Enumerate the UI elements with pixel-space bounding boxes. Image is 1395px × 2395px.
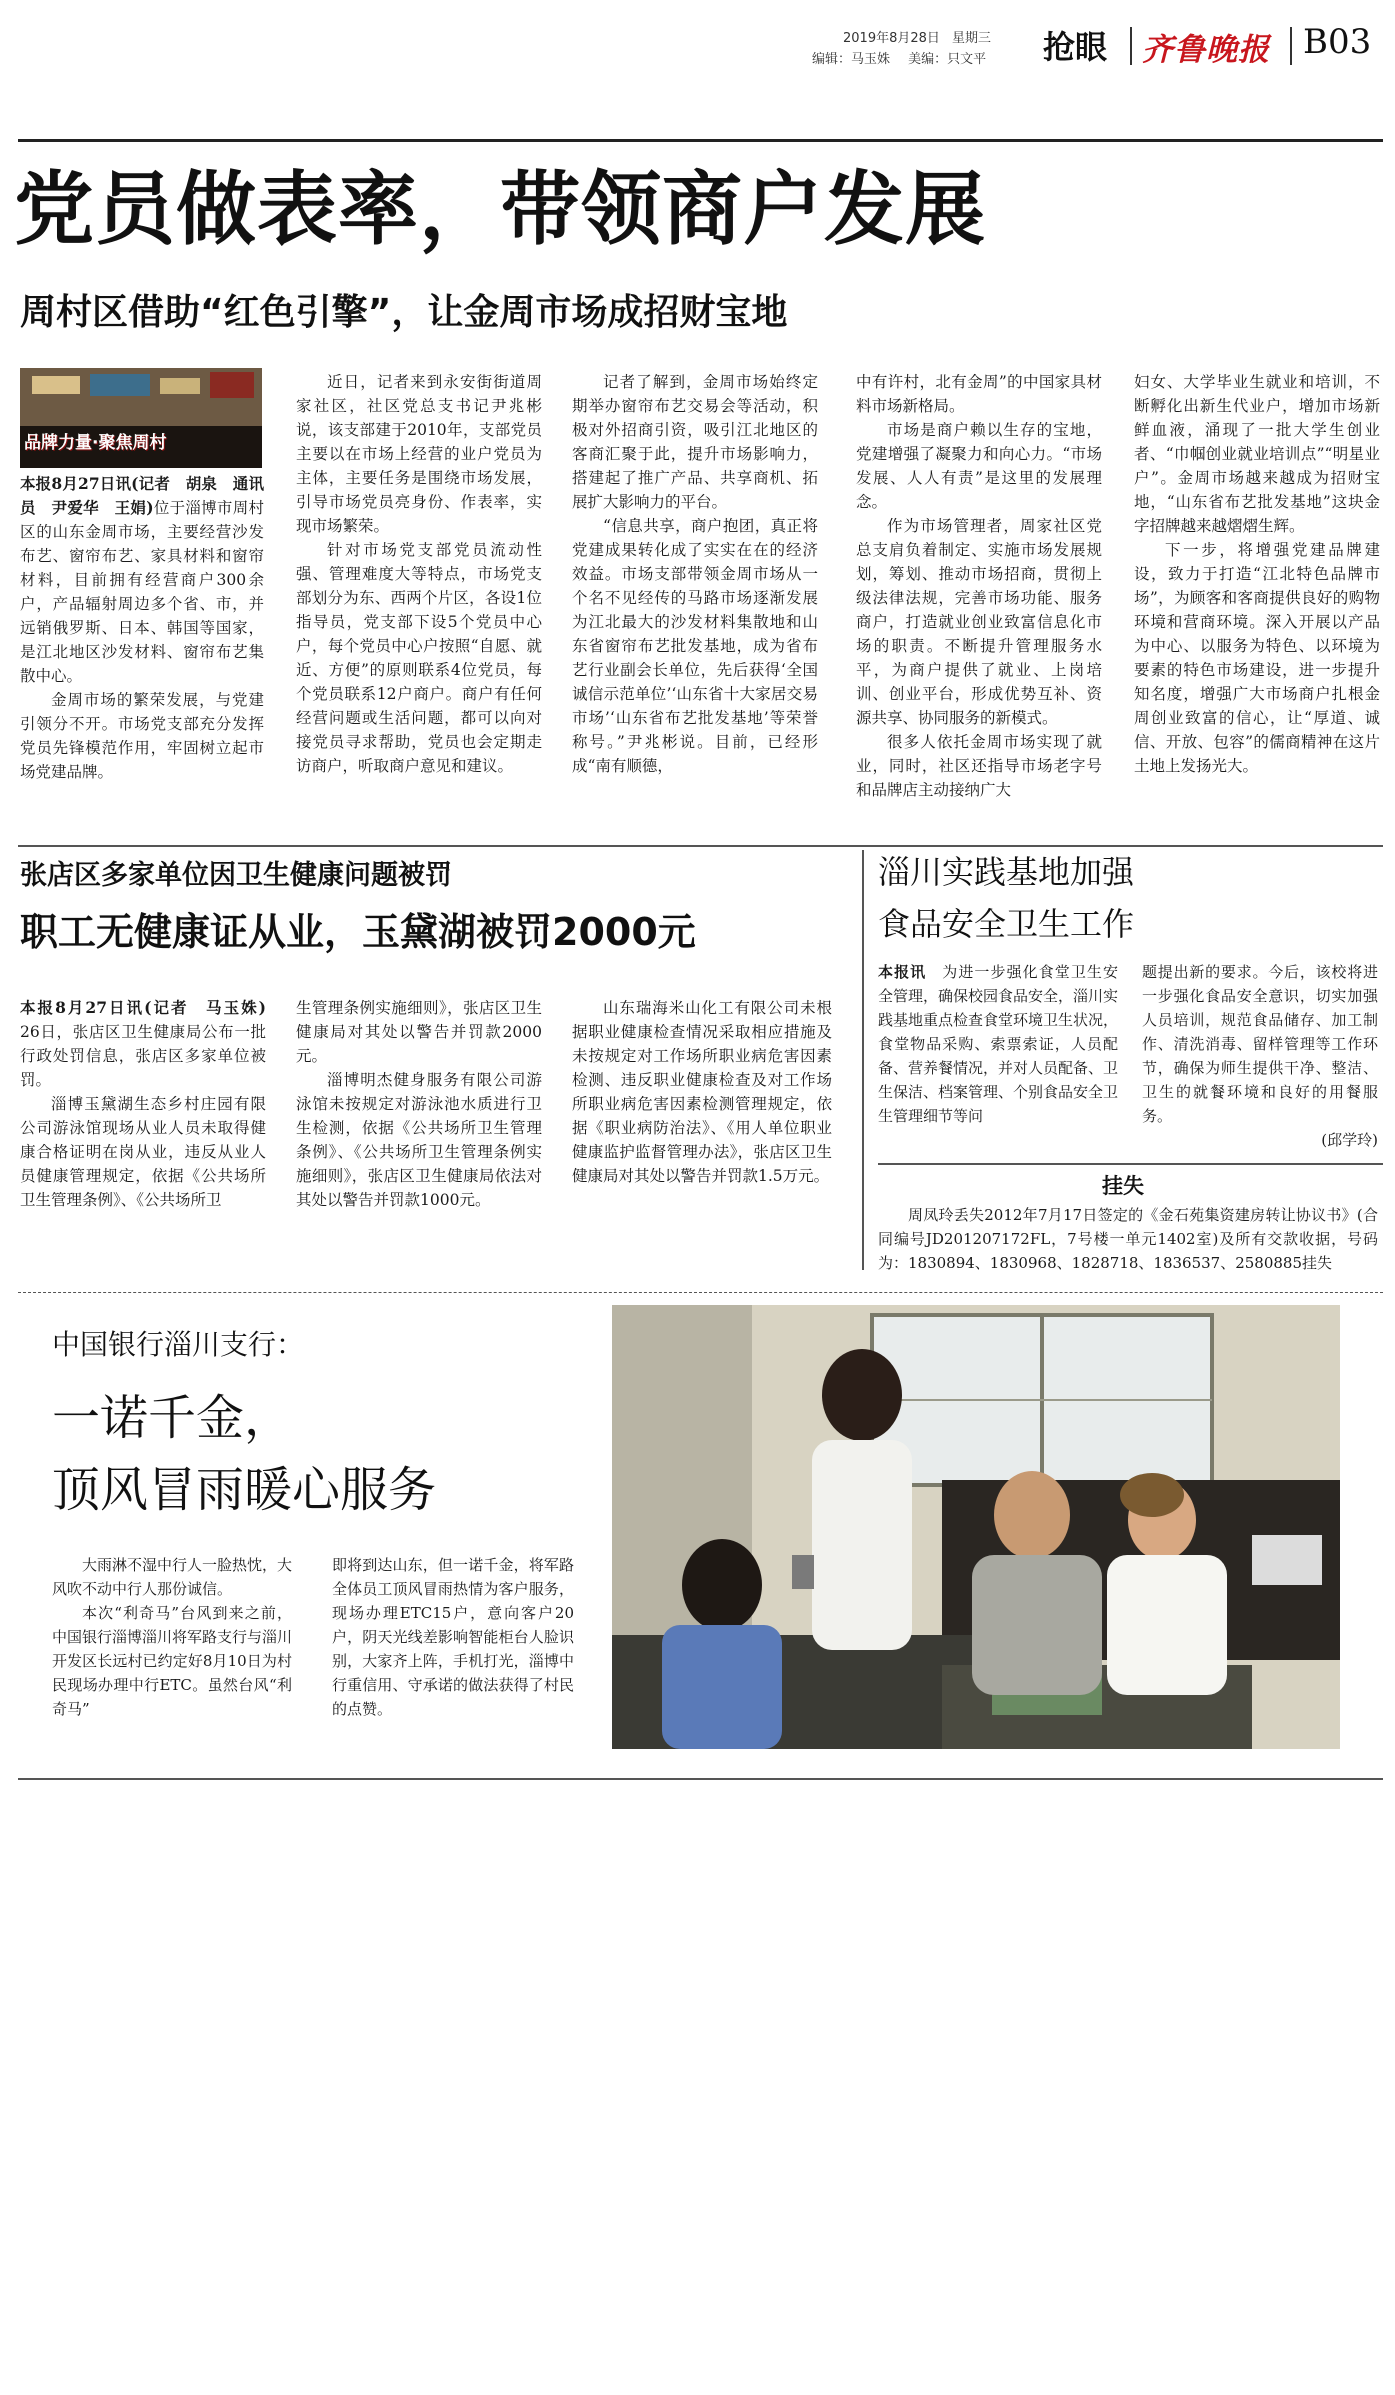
header-divider-left xyxy=(1130,27,1132,65)
lead-col4-p3: 作为市场管理者，周家社区党总支肩负着制定、实施市场发展规划，筹划、推动市场招商，贯彻上级法律法规，完善市场功能、服务商户，打造就业创业致富信息化市场的职责。不断提升管理服务水平，为商户提供了就业、上岗培训、创业平台，形成优势互补、资源共享、协同服务的新模式。 xyxy=(856,517,1102,727)
food-headline-line2: 食品安全卫生工作 xyxy=(878,905,1135,943)
lead-col-2 xyxy=(296,370,542,778)
lead-col4-p4: 很多人依托金周市场实现了就业，同时，社区还指导市场老字号和品牌店主动接纳广大 xyxy=(856,733,1102,799)
lead-col5-p1: 妇女、大学毕业生就业和培训，不断孵化出新生代业户，增加市场新鲜血液，涌现了一批大学生创业者、“巾帼创业就业培训点”“明星业户”。金周市场越来越成为招财宝地，“山东省布艺批发基地”这块金字招牌越来越熠熠生辉。 xyxy=(1134,373,1380,535)
lead-col-5 xyxy=(1134,370,1380,778)
bank-col2-p1: 即将到达山东，但一诺千金，将军路全体员工顶风冒雨热情为客户服务，现场办理ETC15户，意向客户20户，阴天光线差影响智能柜台人脸识别，大家齐上阵，手机打光，淄博中行重信用、守承诺的做法获得了村民的点赞。 xyxy=(332,1556,574,1718)
header-editor: 编辑：马玉姝 xyxy=(812,52,891,67)
lead-col2-p2: 针对市场党支部党员流动性强、管理难度大等特点，市场党支部划分为东、西两个片区，各设1位指导员，党支部下设5个党员中心户，每个党员中心户按照“自愿、就近、方便”的原则联系4位党员，每个党员联系12户商户。商户有任何经营问题或生活问题，都可以向对接党员寻求帮助，党员也会定期走访商户，听取商户意见和建议。 xyxy=(296,541,542,775)
fine-byline: 本报8月27日讯(记者 马玉姝) xyxy=(20,998,266,1017)
bank-headline-line1: 一诺千金， xyxy=(52,1390,293,1446)
page-bottom-rule xyxy=(18,1778,1383,1780)
bank-kicker: 中国银行淄川支行： xyxy=(52,1328,305,1361)
header-divider-right xyxy=(1290,27,1292,65)
fine-col-1 xyxy=(20,996,266,1212)
lead-col-1 xyxy=(20,472,264,784)
food-headline-line1: 淄川实践基地加强 xyxy=(878,853,1135,891)
lost-title: 挂失 xyxy=(1102,1174,1144,1198)
fine-col-2 xyxy=(296,996,542,1212)
lead-col-3 xyxy=(572,370,818,778)
lead-col2-p1: 近日，记者来到永安街街道周家社区，社区党总支书记尹兆彬说，该支部建于2010年，支部党员主要以在市场上经营的业户党员为主体，主要任务是围绕市场发展，引导市场党员亮身份、作表率，实现市场繁荣。 xyxy=(296,373,542,535)
header-weekday: 星期三 xyxy=(952,31,992,46)
bank-col1-p1: 大雨淋不湿中行人一脸热忱，大风吹不动中行人那份诚信。 xyxy=(52,1556,293,1598)
lead-col4-p2: 市场是商户赖以生存的宝地，党建增强了凝聚力和向心力。“市场发展、人人有责”是这里的发展理念。 xyxy=(856,421,1102,511)
bank-headline-line2: 顶风冒雨暖心服务 xyxy=(52,1462,437,1518)
fine-headline: 职工无健康证从业，玉黛湖被罚2000元 xyxy=(20,910,696,954)
lead-subhead: 周村区借助“红色引擎”，让金周市场成招财宝地 xyxy=(20,292,788,333)
lead-col3-p2: “信息共享，商户抱团，真正将党建成果转化成了实实在在的经济效益。市场支部带领金周市场从一个名不见经传的马路市场逐渐发展为江北最大的沙发材料集散地和山东省窗帘布艺批发基地，成为省布艺行业副会长单位，先后获得‘全国诚信示范单位’‘山东省十大家居交易市场’‘山东省布艺批发基地’等荣誉称号。”尹兆彬说。目前，已经形成“南有顺德， xyxy=(572,517,818,775)
food-author: (邱学玲) xyxy=(1321,1131,1378,1149)
page-number: B03 xyxy=(1303,22,1372,62)
fine-col1-p2: 淄博玉黛湖生态乡村庄园有限公司游泳馆现场从业人员未取得健康合格证明在岗从业，违反从业人员健康管理规定，依据《公共场所卫生管理条例》、《公共场所卫 xyxy=(20,1095,266,1209)
market-scene-illustration xyxy=(20,368,262,468)
header-designer: 美编：只文平 xyxy=(908,52,987,67)
lead-col1-p1: 位于淄博市周村区的山东金周市场，主要经营沙发布艺、窗帘布艺、家具材料和窗帘材料，目前拥有经营商户300余户，产品辐射周边多个省、市，并远销俄罗斯、日本、韩国等国家，是江北地区沙发材料、窗帘布艺集散中心。 xyxy=(20,499,264,685)
bank-col-2 xyxy=(332,1553,574,1721)
fine-col3-p1: 山东瑞海米山化工有限公司未根据职业健康检查情况采取相应措施及未按规定对工作场所职业病危害因素检测、违反职业健康检查及对工作场所职业病危害因素检测管理规定，依据《职业病防治法》、《用人单位职业健康监护监督管理办法》，张店区卫生健康局对其处以警告并罚款1.5万元。 xyxy=(572,999,832,1185)
bank-service-photo xyxy=(612,1305,1340,1749)
fine-col2-p1: 生管理条例实施细则》，张店区卫生健康局对其处以警告并罚款2000元。 xyxy=(296,999,542,1065)
fine-kicker: 张店区多家单位因卫生健康问题被罚 xyxy=(20,860,452,891)
bank-service-scene xyxy=(612,1305,1340,1749)
bank-col1-p2: 本次“利奇马”台风到来之前，中国银行淄博淄川将军路支行与淄川开发区长远村已约定好8月10日为村民现场办理中行ETC。虽然台风“利奇马” xyxy=(52,1604,293,1718)
header-date xyxy=(843,27,991,46)
badge-text: 品牌力量·聚焦周村 xyxy=(24,433,167,453)
bank-col-1 xyxy=(52,1553,292,1721)
header-rule xyxy=(18,139,1383,142)
fine-col-3 xyxy=(572,996,832,1188)
lead-headline: 党员做表率，带领商户发展 xyxy=(14,163,986,256)
lead-col3-p1: 记者了解到，金周市场始终定期举办窗帘布艺交易会等活动，积极对外招商引资，吸引江北地区的客商汇聚于此，提升市场影响力，搭建起了推广产品、共享商机、拓展扩大影响力的平台。 xyxy=(572,373,818,511)
lost-body xyxy=(878,1203,1378,1275)
lead-byline: 本报8月27日讯(记者 胡泉 通讯员 尹爱华 王娟) xyxy=(20,474,264,517)
food-col1-text: 为进一步强化食堂卫生安全管理，确保校园食品安全，淄川实践基地重点检查食堂环境卫生状况，食堂物品采购、索票索证，人员配备、营养餐情况，并对人员配备、卫生保洁、档案管理、个别食品安全卫生管理细节等问 xyxy=(878,963,1119,1125)
brand-badge-photo xyxy=(20,368,262,468)
header-section: 抢眼 xyxy=(1043,28,1108,66)
lead-col-4 xyxy=(856,370,1102,802)
fine-col1-p1: 26日，张店区卫生健康局公布一批行政处罚信息，张店区多家单位被罚。 xyxy=(20,1023,266,1089)
food-col-1 xyxy=(878,960,1118,1128)
lead-col5-p2: 下一步，将增强党建品牌建设，致力于打造“江北特色品牌市场”，为顾客和客商提供良好的购物环境和营商环境。深入开展以产品为中心、以服务为特色、以环境为要素的特色市场建设，进一步提升知名度，增强广大市场商户扎根金周创业致富的信心，让“厚道、诚信、开放、包容”的儒商精神在这片土地上发扬光大。 xyxy=(1134,541,1380,775)
lead-col4-p1: 中有许村，北有金周”的中国家具材料市场新格局。 xyxy=(856,373,1102,415)
header-date-text: 2019年8月28日 xyxy=(843,31,940,46)
column-divider-vertical xyxy=(862,850,864,1270)
lost-body-text: 周凤玲丢失2012年7月17日签定的《金石苑集资建房转让协议书》(合同编号JD201207172FL，7号楼一单元1402室)及所有交款收据，号码为：1830894、1830968、1828718、1836537、2580885挂失 xyxy=(878,1206,1378,1272)
food-col-2 xyxy=(1142,960,1378,1152)
food-col2-text: 题提出新的要求。今后，该校将进一步强化食品安全意识，切实加强人员培训，规范食品储存、加工制作、清洗消毒、留样管理等工作环节，确保为师生提供干净、整洁、卫生的就餐环境和良好的用餐服务。 xyxy=(1142,963,1378,1125)
header-editors xyxy=(812,48,986,67)
paper-logo: 齐鲁晚报 xyxy=(1142,32,1270,68)
food-bottom-rule xyxy=(878,1163,1383,1165)
food-byline: 本报讯 xyxy=(878,963,927,981)
lead-col1-p2: 金周市场的繁荣发展，与党建引领分不开。市场党支部充分发挥党员先锋模范作用，牢固树立起市场党建品牌。 xyxy=(20,691,264,781)
bank-top-dashed-rule xyxy=(18,1292,1383,1293)
fine-col2-p2: 淄博明杰健身服务有限公司游泳馆未按规定对游泳池水质进行卫生检测，依据《公共场所卫生管理条例》、《公共场所卫生管理条例实施细则》，张店区卫生健康局依法对其处以警告并罚款1000元。 xyxy=(296,1071,542,1209)
lead-bottom-rule xyxy=(18,845,1383,847)
